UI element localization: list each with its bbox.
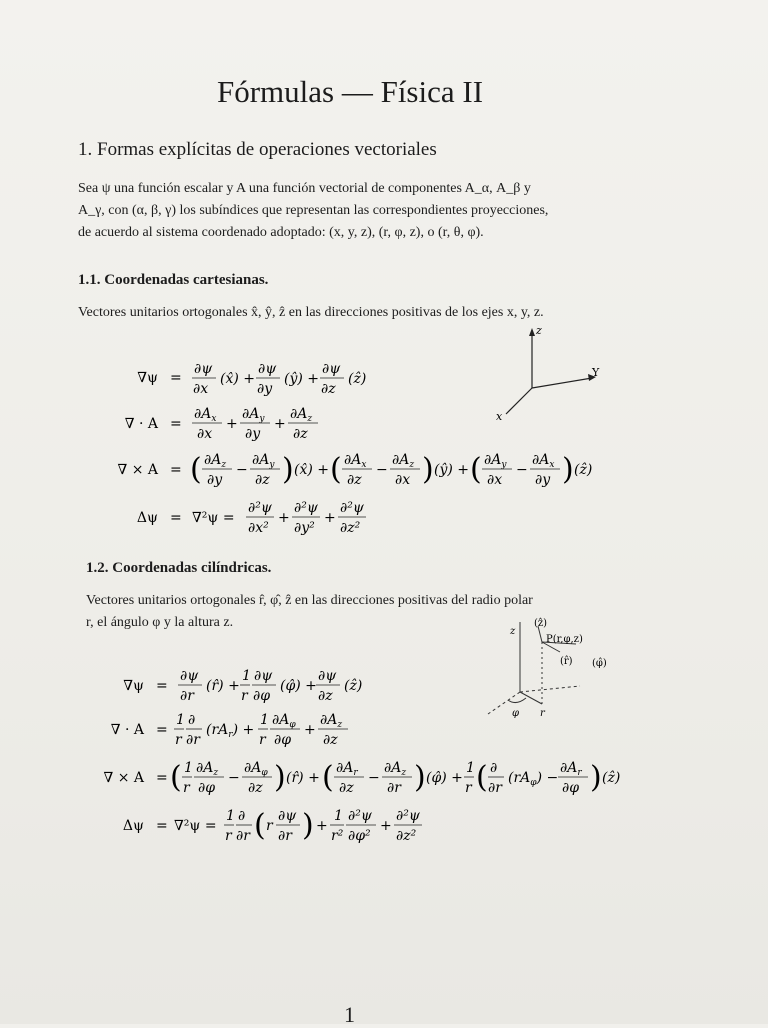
svg-text:r: r (225, 828, 232, 844)
svg-text:1: 1 (226, 808, 235, 824)
svg-text:∂ψ: ∂ψ (318, 668, 337, 684)
cartesian-axes-diagram (492, 322, 612, 432)
svg-text:1: 1 (184, 760, 193, 776)
svg-text:(rAφ) −: $(rA_\varphi)$ − (508, 770, 559, 788)
svg-text:(x̂) +: (x̂) + (220, 371, 255, 387)
cyl-label-point: P(r,φ,z) (546, 634, 583, 645)
svg-text:): ) (282, 452, 294, 487)
svg-text:+: + (226, 416, 238, 432)
svg-text:): ) (302, 808, 314, 843)
svg-text:∂z: ∂z (255, 472, 270, 488)
svg-text:=: = (156, 722, 168, 738)
svg-text:∂Aφ: $\partial A_\varphi$ (272, 712, 296, 730)
svg-text:): ) (590, 760, 602, 795)
cyl-label-z: z (510, 626, 516, 637)
svg-text:∂Ax: $\partial A_x$ (194, 406, 217, 424)
svg-text:∂ψ: ∂ψ (254, 668, 273, 684)
svg-text:∂: ∂ (188, 712, 196, 728)
svg-text:∂z: ∂z (339, 780, 354, 796)
svg-text:=: = (156, 770, 168, 786)
svg-text:(ẑ): (ẑ) (602, 770, 621, 786)
svg-text:∂: ∂ (490, 760, 498, 776)
svg-text:∂Ay: $\partial A_y$ (252, 452, 275, 470)
svg-text:−: − (376, 462, 388, 478)
svg-text:∂ψ: ∂ψ (278, 808, 297, 824)
svg-text:1: 1 (242, 668, 251, 684)
section-heading: 1. Formas explícitas de operaciones vectoriales (78, 139, 437, 160)
svg-text:∂Az: $\partial A_z$ (290, 406, 313, 424)
svg-text:∇²ψ =: ∇²ψ = (192, 510, 235, 526)
cylindrical-diagram (480, 612, 630, 722)
svg-text:∂φ: ∂φ (198, 780, 216, 796)
svg-text:∂φ: ∂φ (562, 780, 580, 796)
svg-text:∂Ar: $\partial A_r$ (336, 760, 358, 778)
svg-text:(ŷ) +: (ŷ) + (284, 371, 320, 387)
lhs-grad: ∇ψ (123, 678, 144, 694)
svg-text:∂: ∂ (238, 808, 246, 824)
axis-label-x: x (496, 410, 503, 423)
svg-text:∂φ²: ∂φ² (348, 828, 371, 844)
cartesian-text-line: Vectores unitarios ortogonales x̂, ŷ, ẑ en las direcciones positivas de los ejes x, y, z. (78, 305, 544, 320)
lhs-laplacian: Δψ (136, 510, 158, 526)
svg-text:(: ( (470, 452, 482, 487)
svg-text:r: r (259, 732, 266, 748)
svg-text:−: − (368, 770, 380, 786)
lhs-laplacian: Δψ (122, 818, 144, 834)
svg-text:+: + (304, 722, 316, 738)
svg-text:(ẑ): (ẑ) (574, 462, 593, 478)
svg-text:(: ( (330, 452, 342, 487)
svg-text:∂Az: $\partial A_z$ (320, 712, 343, 730)
svg-text:∂r: ∂r (278, 828, 292, 844)
svg-text:∂Ay: $\partial A_y$ (484, 452, 507, 470)
svg-text:(: ( (170, 760, 182, 795)
cyl-label-phihat: (φ̂) (592, 658, 607, 669)
intro-line: Sea ψ una función escalar y A una función vectorial de componentes A_α, A_β y (78, 181, 531, 196)
svg-text:∂x: ∂x (197, 426, 213, 442)
cyl-label-phi: φ (512, 708, 520, 719)
svg-text:∂y: ∂y (207, 472, 223, 488)
cartesian-text (78, 302, 544, 324)
svg-text:∂Ax: $\partial A_x$ (532, 452, 555, 470)
axis-label-y: Y (592, 366, 600, 379)
svg-text:(: ( (322, 760, 334, 795)
svg-text:∇²ψ =: ∇²ψ = (174, 818, 217, 834)
svg-text:∂r: ∂r (387, 780, 401, 796)
svg-text:∂z: ∂z (248, 780, 263, 796)
svg-text:1: 1 (260, 712, 269, 728)
axis-label-z: z (536, 324, 542, 337)
lhs-grad: ∇ψ (137, 370, 158, 386)
svg-text:r: r (465, 780, 472, 796)
svg-text:∂²ψ: ∂²ψ (396, 808, 420, 824)
svg-text:(rAr) +: $(rA_r)$ + (206, 722, 255, 740)
svg-text:(ŷ) +: (ŷ) + (434, 462, 470, 478)
subsection-heading-cylindrical: 1.2. Coordenadas cilíndricas. (86, 560, 272, 576)
page-number: 1 (344, 1002, 355, 1027)
intro-paragraph (78, 178, 548, 244)
svg-text:∂Aφ: $\partial A_\varphi$ (244, 760, 268, 778)
svg-text:∂z²: ∂z² (340, 520, 361, 536)
svg-text:1: 1 (176, 712, 185, 728)
lhs-curl: ∇ × A (117, 462, 158, 478)
svg-text:(: ( (476, 760, 488, 795)
svg-text:∂x: ∂x (193, 381, 209, 397)
svg-text:∂Az: $\partial A_z$ (384, 760, 407, 778)
svg-text:+: + (324, 510, 336, 526)
svg-text:∂y: ∂y (535, 472, 551, 488)
cylindrical-text-line: r, el ángulo φ y la altura z. (86, 615, 234, 630)
svg-text:∂φ: ∂φ (274, 732, 292, 748)
svg-text:∂x: ∂x (487, 472, 503, 488)
cyl-label-r: r (540, 708, 545, 719)
svg-text:∂Ar: $\partial A_r$ (560, 760, 582, 778)
svg-text:+: + (316, 818, 328, 834)
page-title: Fórmulas — Física II (216, 74, 484, 109)
svg-text:∂Az: $\partial A_z$ (204, 452, 227, 470)
svg-text:): ) (274, 760, 286, 795)
svg-text:∂²ψ: ∂²ψ (294, 500, 318, 516)
svg-text:∂y²: ∂y² (294, 520, 315, 536)
svg-text:=: = (170, 510, 182, 526)
svg-text:): ) (422, 452, 434, 487)
svg-text:∂z: ∂z (318, 688, 333, 704)
svg-text:∂x²: ∂x² (248, 520, 269, 536)
cyl-label-zhat: (ẑ) (534, 618, 548, 629)
cyl-label-rhat: (r̂) (560, 656, 573, 667)
svg-text:+: + (278, 510, 290, 526)
svg-text:∂Ax: $\partial A_x$ (344, 452, 367, 470)
svg-text:∂z²: ∂z² (396, 828, 417, 844)
svg-text:r²: r² (331, 828, 344, 844)
svg-text:(ẑ): (ẑ) (348, 371, 367, 387)
svg-text:r: r (183, 780, 190, 796)
svg-text:): ) (414, 760, 426, 795)
svg-text:=: = (170, 416, 182, 432)
svg-text:=: = (156, 818, 168, 834)
svg-text:∂ψ: ∂ψ (322, 361, 341, 377)
svg-text:1: 1 (334, 808, 343, 824)
svg-text:∂ψ: ∂ψ (180, 668, 199, 684)
svg-text:(r̂) +: (r̂) + (206, 678, 240, 694)
svg-text:∂r: ∂r (488, 780, 502, 796)
svg-text:): ) (562, 452, 574, 487)
svg-text:r: r (266, 818, 273, 834)
svg-text:∂r: ∂r (186, 732, 200, 748)
svg-text:r: r (175, 732, 182, 748)
svg-text:∂φ: ∂φ (253, 688, 271, 704)
svg-text:∂x: ∂x (395, 472, 411, 488)
svg-text:(φ̂) +: (φ̂) + (280, 678, 317, 694)
svg-text:∂y: ∂y (245, 426, 261, 442)
subsection-heading-cartesian: 1.1. Coordenadas cartesianas. (78, 272, 269, 288)
cylindrical-text-line: Vectores unitarios ortogonales r̂, φ̂, ẑ en las direcciones positivas del radio polar (86, 593, 533, 608)
lhs-div: ∇ · A (124, 416, 158, 432)
svg-text:−: − (228, 770, 240, 786)
svg-text:∂Az: $\partial A_z$ (392, 452, 415, 470)
svg-text:∂²ψ: ∂²ψ (348, 808, 372, 824)
svg-text:(r̂) +: (r̂) + (286, 770, 320, 786)
svg-text:+: + (274, 416, 286, 432)
svg-text:(: ( (190, 452, 202, 487)
intro-line: A_γ, con (α, β, γ) los subíndices que representan las correspondientes proyecciones, (78, 203, 549, 218)
svg-text:∂ψ: ∂ψ (194, 361, 213, 377)
svg-text:∂ψ: ∂ψ (258, 361, 277, 377)
svg-text:∂²ψ: ∂²ψ (248, 500, 272, 516)
svg-text:(φ̂) +: (φ̂) + (426, 770, 463, 786)
svg-text:∂r: ∂r (236, 828, 250, 844)
svg-text:∂z: ∂z (323, 732, 338, 748)
svg-text:1: 1 (466, 760, 475, 776)
svg-text:(: ( (254, 808, 266, 843)
svg-text:∂y: ∂y (257, 381, 273, 397)
lhs-curl: ∇ × A (103, 770, 144, 786)
svg-text:∂Ay: $\partial A_y$ (242, 406, 265, 424)
svg-text:=: = (170, 462, 182, 478)
svg-text:=: = (156, 678, 168, 694)
svg-text:−: − (236, 462, 248, 478)
svg-text:∂Az: $\partial A_z$ (196, 760, 219, 778)
svg-text:∂z: ∂z (347, 472, 362, 488)
svg-text:∂r: ∂r (180, 688, 194, 704)
svg-text:=: = (170, 370, 182, 386)
svg-text:−: − (516, 462, 528, 478)
cylindrical-text (86, 590, 533, 634)
svg-text:(ẑ): (ẑ) (344, 678, 363, 694)
svg-text:∂²ψ: ∂²ψ (340, 500, 364, 516)
svg-text:∂z: ∂z (321, 381, 336, 397)
intro-line: de acuerdo al sistema coordenado adoptado: (x, y, z), (r, φ, z), o (r, θ, φ). (78, 225, 484, 240)
svg-text:(x̂) +: (x̂) + (294, 462, 329, 478)
svg-text:∂z: ∂z (293, 426, 308, 442)
svg-text:+: + (380, 818, 392, 834)
lhs-div: ∇ · A (110, 722, 144, 738)
svg-text:r: r (241, 688, 248, 704)
